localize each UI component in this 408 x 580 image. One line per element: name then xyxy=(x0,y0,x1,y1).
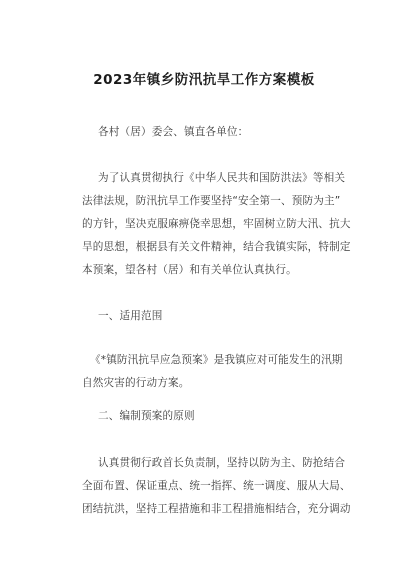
paragraph-line: 法律法规，防汛抗旱工作要坚持“安全第一、预防为主” xyxy=(82,195,341,207)
paragraph-line: 《*镇防汛抗旱应急预案》是我镇应对可能发生的汛期 xyxy=(90,354,343,366)
paragraph-line: 团结抗洪，坚持工程措施和非工程措施相结合，充分调动 xyxy=(82,503,351,515)
paragraph-line: 自然灾害的行动方案。 xyxy=(82,377,190,389)
paragraph-line: 旱的思想，根据县有关文件精神，结合我镇实际，特制定 xyxy=(82,241,351,253)
section-heading: 二、编制预案的原则 xyxy=(98,410,195,422)
paragraph-line: 的方针，坚决克服麻痹侥幸思想，牢固树立防大汛、抗大 xyxy=(82,218,351,230)
salutation: 各村（居）委会、镇直各单位： xyxy=(98,126,249,138)
section-heading: 一、适用范围 xyxy=(98,310,163,322)
paragraph-line: 本预案，望各村（居）和有关单位认真执行。 xyxy=(82,264,297,276)
paragraph-line: 为了认真贯彻执行《中华人民共和国防洪法》等相关 xyxy=(98,172,346,184)
document-title: 2023年镇乡防汛抗旱工作方案模板 xyxy=(93,72,315,88)
paragraph-line: 全面布置、保证重点、统一指挥、统一调度、服从大局、 xyxy=(82,480,351,492)
paragraph-line: 认真贯彻行政首长负责制，坚持以防为主、防抢结合 xyxy=(98,457,346,469)
